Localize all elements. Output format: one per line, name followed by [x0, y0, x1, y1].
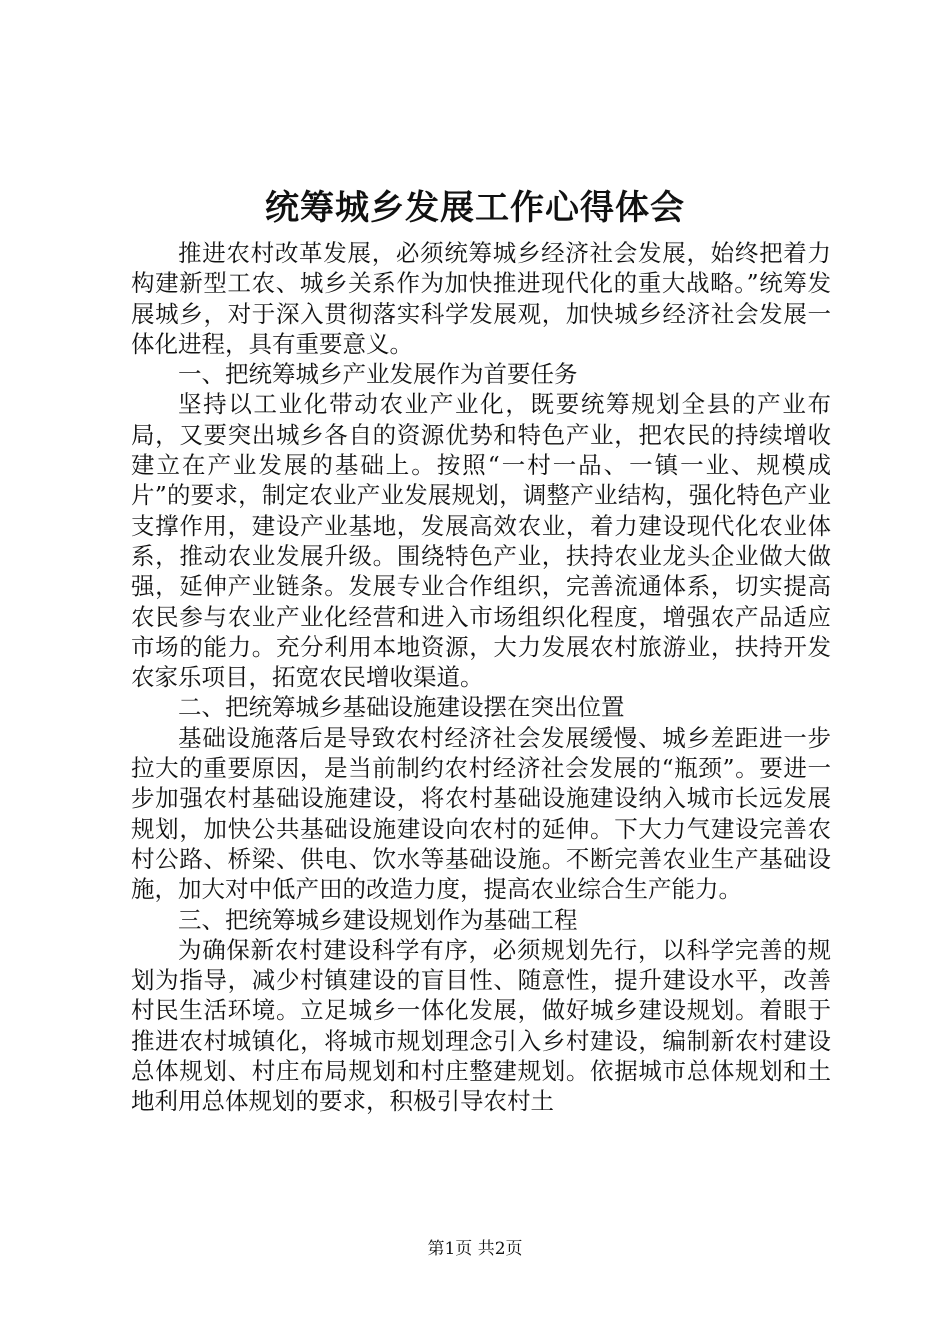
- intro-paragraph: 推进农村改革发展，必须统筹城乡经济社会发展，始终把着力构建新型工农、城乡关系作为加快推进现代化的重大战略。”统筹发展城乡，对于深入贯彻落实科学发展观，加快城乡经济社会发展一体化进程，具有重要意义。: [131, 239, 831, 358]
- section-paragraph-1: 坚持以工业化带动农业产业化，既要统筹规划全县的产业布局，又要突出城乡各自的资源优势和特色产业，把农民的持续增收建立在产业发展的基础上。按照“一村一品、一镇一业、规模成片”的要求，制定农业产业发展规划，调整产业结构，强化特色产业支撑作用，建设产业基地，发展高效农业，着力建设现代化农业体系，推动农业发展升级。围绕特色产业，扶持农业龙头企业做大做强，延伸产业链条。发展专业合作组织，完善流通体系，切实提高农民参与农业产业化经营和进入市场组织化程度，增强农产品适应市场的能力。充分利用本地资源，大力发展农村旅游业，扶持开发农家乐项目，拓宽农民增收渠道。: [131, 390, 831, 692]
- section-paragraph-3: 为确保新农村建设科学有序，必须规划先行，以科学完善的规划为指导，减少村镇建设的盲目性、随意性，提升建设水平，改善村民生活环境。立足城乡一体化发展，做好城乡建设规划。着眼于推进农村城镇化，将城市规划理念引入乡村建设，编制新农村建设总体规划、村庄布局规划和村庄整建规划。依据城市总体规划和土地利用总体规划的要求，积极引导农村土: [131, 935, 831, 1116]
- document-title: 统筹城乡发展工作心得体会: [265, 188, 685, 228]
- section-heading-1: 一、把统筹城乡产业发展作为首要任务: [178, 360, 578, 389]
- page-footer: 第1页 共2页: [427, 1239, 523, 1259]
- section-paragraph-2: 基础设施落后是导致农村经济社会发展缓慢、城乡差距进一步拉大的重要原因，是当前制约农村经济社会发展的“瓶颈”。要进一步加强农村基础设施建设，将农村基础设施建设纳入城市长远发展规划，加快公共基础设施建设向农村的延伸。下大力气建设完善农村公路、桥梁、供电、饮水等基础设施。不断完善农业生产基础设施，加大对中低产田的改造力度，提高农业综合生产能力。: [131, 723, 831, 904]
- section-heading-2: 二、把统筹城乡基础设施建设摆在突出位置: [178, 693, 625, 722]
- section-heading-3: 三、把统筹城乡建设规划作为基础工程: [178, 905, 578, 934]
- document-body: [131, 238, 831, 1117]
